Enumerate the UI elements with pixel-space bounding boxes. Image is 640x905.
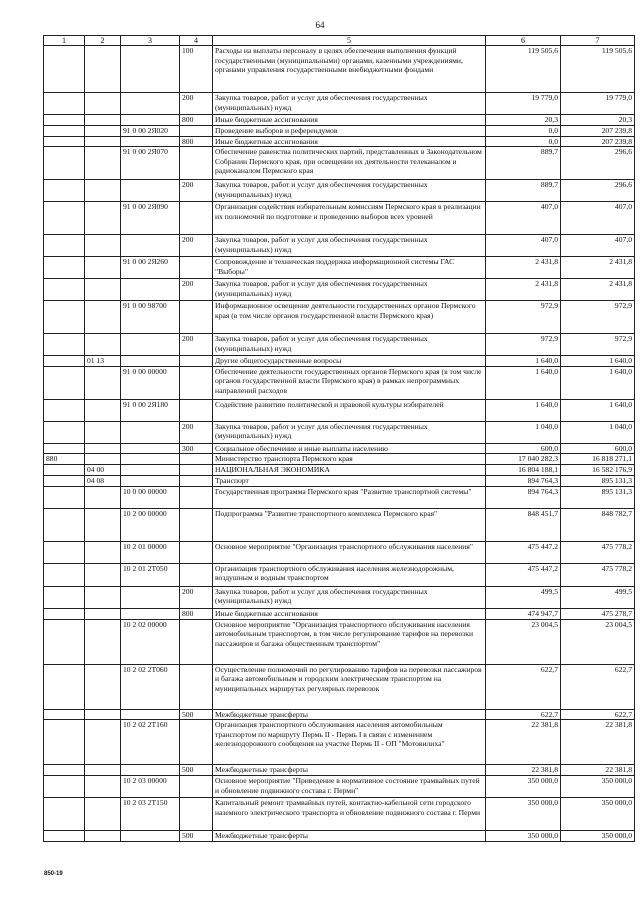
expense-type-code-cell <box>180 619 213 664</box>
section-code-cell <box>85 709 121 720</box>
section-code-cell: 04 08 <box>85 475 121 486</box>
target-article-code-cell <box>121 115 180 126</box>
amount-year-2-cell: 1 040,0 <box>561 421 635 443</box>
table-row <box>44 399 635 421</box>
section-code-cell <box>85 720 121 765</box>
table-row <box>44 147 635 180</box>
description-cell: Межбюджетные трансферты <box>213 765 486 776</box>
amount-year-1-cell: 622,7 <box>486 709 561 720</box>
ministry-code-cell <box>44 798 85 831</box>
table-row <box>44 180 635 202</box>
description-cell: Информационное освещение деятельности государственных органов Пермского края (в том числе органов государственной власти Пермского края) <box>213 301 486 334</box>
ministry-code-cell <box>44 776 85 798</box>
amount-year-1-cell: 499,5 <box>486 586 561 608</box>
amount-year-1-cell: 1 640,0 <box>486 399 561 421</box>
amount-year-1-cell: 23 004,5 <box>486 619 561 664</box>
description-cell: Проведение выборов и референдумов <box>213 125 486 136</box>
table-body <box>44 46 635 842</box>
amount-year-2-cell: 622,7 <box>561 709 635 720</box>
amount-year-2-cell: 296,6 <box>561 147 635 180</box>
amount-year-1-cell: 20,3 <box>486 115 561 126</box>
section-code-cell <box>85 399 121 421</box>
description-cell: Обеспечение равенства политических партий, представленных в Законодательном Собрании Пермского края, при освещении их деятельности телеканалом и радиоканалом Пермского края <box>213 147 486 180</box>
amount-year-2-cell: 600,0 <box>561 443 635 454</box>
col-header-2: 2 <box>85 36 121 46</box>
table-row <box>44 356 635 367</box>
col-header-1: 1 <box>44 36 85 46</box>
section-code-cell: 01 13 <box>85 356 121 367</box>
amount-year-1-cell: 0,0 <box>486 136 561 147</box>
expense-type-code-cell <box>180 399 213 421</box>
expense-type-code-cell <box>180 257 213 279</box>
col-header-3: 3 <box>121 36 180 46</box>
description-cell: Основное мероприятие "Приведение в нормативное состояние трамвайных путей и обновление подвижного состава г. Перми" <box>213 776 486 798</box>
target-article-code-cell: 91 0 00 98700 <box>121 301 180 334</box>
ministry-code-cell <box>44 125 85 136</box>
table-row <box>44 235 635 257</box>
amount-year-2-cell: 848 782,7 <box>561 508 635 541</box>
expense-type-code-cell: 300 <box>180 443 213 454</box>
target-article-code-cell <box>121 180 180 202</box>
description-cell: Закупка товаров, работ и услуг для обеспечения государственных (муниципальных) нужд <box>213 586 486 608</box>
expense-type-code-cell <box>180 147 213 180</box>
description-cell: Закупка товаров, работ и услуг для обеспечения государственных (муниципальных) нужд <box>213 235 486 257</box>
ministry-code-cell <box>44 619 85 664</box>
section-code-cell <box>85 508 121 541</box>
amount-year-1-cell: 19 779,0 <box>486 93 561 115</box>
expense-type-code-cell <box>180 366 213 399</box>
ministry-code-cell <box>44 301 85 334</box>
amount-year-1-cell: 889,7 <box>486 180 561 202</box>
description-cell: Расходы на выплаты персоналу в целях обеспечения выполнения функций государственными (муниципальными) органами, казенными учреждениями, органами управления государственными внебюджетными фондами <box>213 46 486 93</box>
ministry-code-cell <box>44 180 85 202</box>
ministry-code-cell <box>44 541 85 563</box>
description-cell: Основное мероприятие "Организация транспортного обслуживания населения" <box>213 541 486 563</box>
expense-type-code-cell <box>180 125 213 136</box>
amount-year-1-cell: 475 447,2 <box>486 541 561 563</box>
ministry-code-cell <box>44 136 85 147</box>
table-row <box>44 115 635 126</box>
expense-type-code-cell <box>180 464 213 475</box>
ministry-code-cell <box>44 366 85 399</box>
description-cell: Закупка товаров, работ и услуг для обеспечения государственных (муниципальных) нужд <box>213 421 486 443</box>
ministry-code-cell <box>44 508 85 541</box>
amount-year-2-cell: 19 779,0 <box>561 93 635 115</box>
ministry-code-cell <box>44 563 85 586</box>
description-cell: Подпрограмма "Развитие транспортного комплекса Пермского края" <box>213 508 486 541</box>
ministry-code-cell <box>44 356 85 367</box>
description-cell: Государственная программа Пермского края "Развитие транспортной системы" <box>213 486 486 508</box>
amount-year-1-cell: 22 381,8 <box>486 720 561 765</box>
section-code-cell <box>85 443 121 454</box>
table-row <box>44 257 635 279</box>
amount-year-2-cell: 22 381,8 <box>561 765 635 776</box>
table-row <box>44 46 635 93</box>
description-cell: Организация транспортного обслуживания населения железнодорожным, воздушным и водным транспортом <box>213 563 486 586</box>
ministry-code-cell <box>44 608 85 619</box>
target-article-code-cell: 10 2 03 2Т150 <box>121 798 180 831</box>
table-row <box>44 664 635 709</box>
amount-year-1-cell: 474 947,7 <box>486 608 561 619</box>
target-article-code-cell <box>121 464 180 475</box>
description-cell: Социальное обеспечение и иные выплаты населению <box>213 443 486 454</box>
target-article-code-cell: 10 2 02 00000 <box>121 619 180 664</box>
amount-year-1-cell: 0,0 <box>486 125 561 136</box>
ministry-code-cell <box>44 334 85 356</box>
description-cell: Осуществление полномочий по регулированию тарифов на перевозки пассажиров и багажа автомобильным и городским электрическим транспортом на муниципальных маршрутах регулярных перевозок <box>213 664 486 709</box>
section-code-cell <box>85 279 121 301</box>
target-article-code-cell <box>121 334 180 356</box>
ministry-code-cell <box>44 93 85 115</box>
section-code-cell <box>85 235 121 257</box>
ministry-code-cell <box>44 235 85 257</box>
target-article-code-cell: 10 2 01 2Т050 <box>121 563 180 586</box>
amount-year-1-cell: 848 451,7 <box>486 508 561 541</box>
ministry-code-cell <box>44 486 85 508</box>
target-article-code-cell <box>121 475 180 486</box>
amount-year-2-cell: 895 131,3 <box>561 486 635 508</box>
expense-type-code-cell <box>180 202 213 235</box>
table-row <box>44 563 635 586</box>
target-article-code-cell <box>121 421 180 443</box>
table-row <box>44 586 635 608</box>
amount-year-1-cell: 1 640,0 <box>486 356 561 367</box>
description-cell: Обеспечение деятельности государственных органов Пермского края (в том числе органов государственной власти Пермского края) в рамках непрограммных направлений расходов <box>213 366 486 399</box>
expense-type-code-cell: 200 <box>180 235 213 257</box>
ministry-code-cell <box>44 147 85 180</box>
target-article-code-cell: 10 2 03 00000 <box>121 776 180 798</box>
expense-type-code-cell: 200 <box>180 421 213 443</box>
section-code-cell <box>85 608 121 619</box>
ministry-code-cell <box>44 279 85 301</box>
amount-year-2-cell: 16 582 176,9 <box>561 464 635 475</box>
amount-year-2-cell: 2 431,8 <box>561 279 635 301</box>
table-row <box>44 334 635 356</box>
expense-type-code-cell <box>180 664 213 709</box>
amount-year-1-cell: 475 447,2 <box>486 563 561 586</box>
amount-year-1-cell: 1 640,0 <box>486 366 561 399</box>
description-cell: Закупка товаров, работ и услуг для обеспечения государственных (муниципальных) нужд <box>213 279 486 301</box>
expense-type-code-cell <box>180 541 213 563</box>
amount-year-1-cell: 600,0 <box>486 443 561 454</box>
expense-type-code-cell: 500 <box>180 831 213 842</box>
table-row <box>44 366 635 399</box>
col-header-7: 7 <box>561 36 635 46</box>
col-header-4: 4 <box>180 36 213 46</box>
description-cell: Транспорт <box>213 475 486 486</box>
ministry-code-cell <box>44 421 85 443</box>
ministry-code-cell <box>44 443 85 454</box>
amount-year-1-cell: 622,7 <box>486 664 561 709</box>
description-cell: Межбюджетные трансферты <box>213 831 486 842</box>
table-row <box>44 93 635 115</box>
target-article-code-cell: 91 0 00 2Я090 <box>121 202 180 235</box>
target-article-code-cell <box>121 765 180 776</box>
expense-type-code-cell: 200 <box>180 334 213 356</box>
amount-year-2-cell: 350 000,0 <box>561 776 635 798</box>
target-article-code-cell <box>121 608 180 619</box>
amount-year-1-cell: 22 381,8 <box>486 765 561 776</box>
target-article-code-cell: 91 0 00 2Я260 <box>121 257 180 279</box>
expense-type-code-cell <box>180 486 213 508</box>
amount-year-2-cell: 350 000,0 <box>561 798 635 831</box>
section-code-cell <box>85 115 121 126</box>
amount-year-1-cell: 350 000,0 <box>486 776 561 798</box>
expense-type-code-cell <box>180 720 213 765</box>
amount-year-2-cell: 22 381,8 <box>561 720 635 765</box>
section-code-cell <box>85 46 121 93</box>
section-code-cell <box>85 563 121 586</box>
target-article-code-cell <box>121 356 180 367</box>
col-header-6: 6 <box>486 36 561 46</box>
section-code-cell <box>85 180 121 202</box>
table-row <box>44 831 635 842</box>
ministry-code-cell <box>44 831 85 842</box>
table-row <box>44 619 635 664</box>
amount-year-2-cell: 207 239,8 <box>561 136 635 147</box>
amount-year-1-cell: 407,0 <box>486 202 561 235</box>
table-row <box>44 301 635 334</box>
amount-year-2-cell: 1 640,0 <box>561 399 635 421</box>
amount-year-2-cell: 20,3 <box>561 115 635 126</box>
section-code-cell <box>85 541 121 563</box>
target-article-code-cell: 91 0 00 2Я020 <box>121 125 180 136</box>
amount-year-1-cell: 894 764,3 <box>486 486 561 508</box>
table-row <box>44 454 635 465</box>
ministry-code-cell <box>44 399 85 421</box>
expense-type-code-cell: 800 <box>180 136 213 147</box>
expense-type-code-cell: 500 <box>180 709 213 720</box>
section-code-cell <box>85 334 121 356</box>
amount-year-1-cell: 889,7 <box>486 147 561 180</box>
section-code-cell <box>85 798 121 831</box>
amount-year-2-cell: 2 431,8 <box>561 257 635 279</box>
amount-year-1-cell: 407,0 <box>486 235 561 257</box>
table-row <box>44 541 635 563</box>
target-article-code-cell <box>121 279 180 301</box>
table-row <box>44 508 635 541</box>
section-code-cell <box>85 147 121 180</box>
amount-year-1-cell: 2 431,8 <box>486 279 561 301</box>
description-cell: Закупка товаров, работ и услуг для обеспечения государственных (муниципальных) нужд <box>213 334 486 356</box>
ministry-code-cell <box>44 202 85 235</box>
amount-year-2-cell: 119 505,6 <box>561 46 635 93</box>
section-code-cell <box>85 831 121 842</box>
table-row <box>44 464 635 475</box>
table-row <box>44 776 635 798</box>
amount-year-2-cell: 1 640,0 <box>561 356 635 367</box>
description-cell: Закупка товаров, работ и услуг для обеспечения государственных (муниципальных) нужд <box>213 180 486 202</box>
section-code-cell <box>85 619 121 664</box>
table-row <box>44 421 635 443</box>
expense-type-code-cell <box>180 475 213 486</box>
ministry-code-cell <box>44 709 85 720</box>
amount-year-1-cell: 1 040,0 <box>486 421 561 443</box>
section-code-cell <box>85 301 121 334</box>
ministry-code-cell <box>44 664 85 709</box>
section-code-cell <box>85 454 121 465</box>
section-code-cell <box>85 202 121 235</box>
section-code-cell <box>85 93 121 115</box>
description-cell: Министерство транспорта Пермского края <box>213 454 486 465</box>
target-article-code-cell <box>121 586 180 608</box>
amount-year-2-cell: 972,9 <box>561 301 635 334</box>
table-row <box>44 279 635 301</box>
target-article-code-cell: 10 2 02 2Т060 <box>121 664 180 709</box>
description-cell: Организация транспортного обслуживания населения автомобильным транспортом по маршруту Пермь II - Пермь I в связи с изменением железнодорожного сообщения на участке Пермь II - ОП "Мотовилиха" <box>213 720 486 765</box>
description-cell: Закупка товаров, работ и услуг для обеспечения государственных (муниципальных) нужд <box>213 93 486 115</box>
section-code-cell <box>85 257 121 279</box>
expense-type-code-cell: 500 <box>180 765 213 776</box>
amount-year-1-cell: 17 040 282,3 <box>486 454 561 465</box>
amount-year-2-cell: 499,5 <box>561 586 635 608</box>
description-cell: Сопровождение и техническая поддержка информационной системы ГАС "Выборы" <box>213 257 486 279</box>
amount-year-1-cell: 972,9 <box>486 301 561 334</box>
table-row <box>44 720 635 765</box>
section-code-cell <box>85 586 121 608</box>
expense-type-code-cell <box>180 454 213 465</box>
ministry-code-cell <box>44 475 85 486</box>
target-article-code-cell: 10 2 02 2Т160 <box>121 720 180 765</box>
amount-year-1-cell: 16 804 188,1 <box>486 464 561 475</box>
table-row <box>44 202 635 235</box>
ministry-code-cell <box>44 46 85 93</box>
page-number: 64 <box>315 20 325 30</box>
amount-year-2-cell: 895 131,3 <box>561 475 635 486</box>
target-article-code-cell: 10 2 01 00000 <box>121 541 180 563</box>
amount-year-2-cell: 23 004,5 <box>561 619 635 664</box>
ministry-code-cell <box>44 586 85 608</box>
description-cell: Основное мероприятие "Организация транспортного обслуживания населения автомобильным транспортом, в том числе регулирование тарифов на перевозки пассажиров и багажа общественным транспортом" <box>213 619 486 664</box>
footer-code: 850-19 <box>44 871 63 877</box>
table-row <box>44 798 635 831</box>
target-article-code-cell <box>121 831 180 842</box>
section-code-cell <box>85 664 121 709</box>
description-cell: Содействие развитию политической и правовой культуры избирателей <box>213 399 486 421</box>
table-row <box>44 765 635 776</box>
expense-type-code-cell: 200 <box>180 279 213 301</box>
target-article-code-cell: 10 0 00 00000 <box>121 486 180 508</box>
target-article-code-cell <box>121 709 180 720</box>
table-row <box>44 608 635 619</box>
table-row <box>44 475 635 486</box>
amount-year-2-cell: 475 778,2 <box>561 563 635 586</box>
table-row <box>44 709 635 720</box>
expense-type-code-cell <box>180 563 213 586</box>
amount-year-2-cell: 16 818 271,1 <box>561 454 635 465</box>
table-row <box>44 486 635 508</box>
section-code-cell <box>85 776 121 798</box>
target-article-code-cell <box>121 235 180 257</box>
amount-year-1-cell: 894 764,3 <box>486 475 561 486</box>
description-cell: Капитальный ремонт трамвайных путей, контактно-кабельной сети городского наземного электрического транспорта и обновление подвижного состава г. Перми <box>213 798 486 831</box>
expense-type-code-cell: 800 <box>180 115 213 126</box>
expense-type-code-cell <box>180 798 213 831</box>
description-cell: НАЦИОНАЛЬНАЯ ЭКОНОМИКА <box>213 464 486 475</box>
ministry-code-cell <box>44 115 85 126</box>
table-row <box>44 443 635 454</box>
description-cell: Иные бюджетные ассигнования <box>213 115 486 126</box>
expense-type-code-cell <box>180 356 213 367</box>
amount-year-2-cell: 350 000,0 <box>561 831 635 842</box>
col-header-5: 5 <box>213 36 486 46</box>
amount-year-2-cell: 207 239,8 <box>561 125 635 136</box>
expense-type-code-cell: 800 <box>180 608 213 619</box>
description-cell: Межбюджетные трансферты <box>213 709 486 720</box>
amount-year-2-cell: 1 640,0 <box>561 366 635 399</box>
amount-year-1-cell: 350 000,0 <box>486 831 561 842</box>
amount-year-2-cell: 622,7 <box>561 664 635 709</box>
expense-type-code-cell <box>180 508 213 541</box>
amount-year-2-cell: 407,0 <box>561 235 635 257</box>
section-code-cell <box>85 366 121 399</box>
amount-year-1-cell: 2 431,8 <box>486 257 561 279</box>
section-code-cell <box>85 125 121 136</box>
amount-year-2-cell: 296,6 <box>561 180 635 202</box>
target-article-code-cell: 10 2 00 00000 <box>121 508 180 541</box>
expense-type-code-cell: 200 <box>180 586 213 608</box>
target-article-code-cell: 91 0 00 2Я070 <box>121 147 180 180</box>
amount-year-2-cell: 475 778,2 <box>561 541 635 563</box>
amount-year-2-cell: 407,0 <box>561 202 635 235</box>
description-cell: Другие общегосударственные вопросы <box>213 356 486 367</box>
amount-year-1-cell: 119 505,6 <box>486 46 561 93</box>
column-number-row <box>44 36 635 46</box>
expense-type-code-cell: 200 <box>180 93 213 115</box>
section-code-cell <box>85 765 121 776</box>
target-article-code-cell <box>121 46 180 93</box>
target-article-code-cell: 91 0 00 2Я180 <box>121 399 180 421</box>
ministry-code-cell <box>44 720 85 765</box>
budget-table <box>43 35 635 842</box>
target-article-code-cell <box>121 443 180 454</box>
ministry-code-cell <box>44 257 85 279</box>
table-row <box>44 125 635 136</box>
target-article-code-cell <box>121 93 180 115</box>
target-article-code-cell: 91 0 00 00000 <box>121 366 180 399</box>
expense-type-code-cell: 200 <box>180 180 213 202</box>
ministry-code-cell <box>44 464 85 475</box>
description-cell: Иные бюджетные ассигнования <box>213 608 486 619</box>
section-code-cell <box>85 136 121 147</box>
ministry-code-cell <box>44 765 85 776</box>
expense-type-code-cell <box>180 776 213 798</box>
ministry-code-cell: 880 <box>44 454 85 465</box>
section-code-cell <box>85 421 121 443</box>
table-row <box>44 136 635 147</box>
expense-type-code-cell <box>180 301 213 334</box>
expense-type-code-cell: 100 <box>180 46 213 93</box>
section-code-cell <box>85 486 121 508</box>
description-cell: Иные бюджетные ассигнования <box>213 136 486 147</box>
amount-year-2-cell: 475 278,7 <box>561 608 635 619</box>
target-article-code-cell <box>121 136 180 147</box>
section-code-cell: 04 00 <box>85 464 121 475</box>
amount-year-1-cell: 350 000,0 <box>486 798 561 831</box>
amount-year-1-cell: 972,9 <box>486 334 561 356</box>
description-cell: Организация содействия избирательным комиссиям Пермского края в реализации их полномочий по подготовке и проведению выборов всех уровней <box>213 202 486 235</box>
amount-year-2-cell: 972,9 <box>561 334 635 356</box>
target-article-code-cell <box>121 454 180 465</box>
